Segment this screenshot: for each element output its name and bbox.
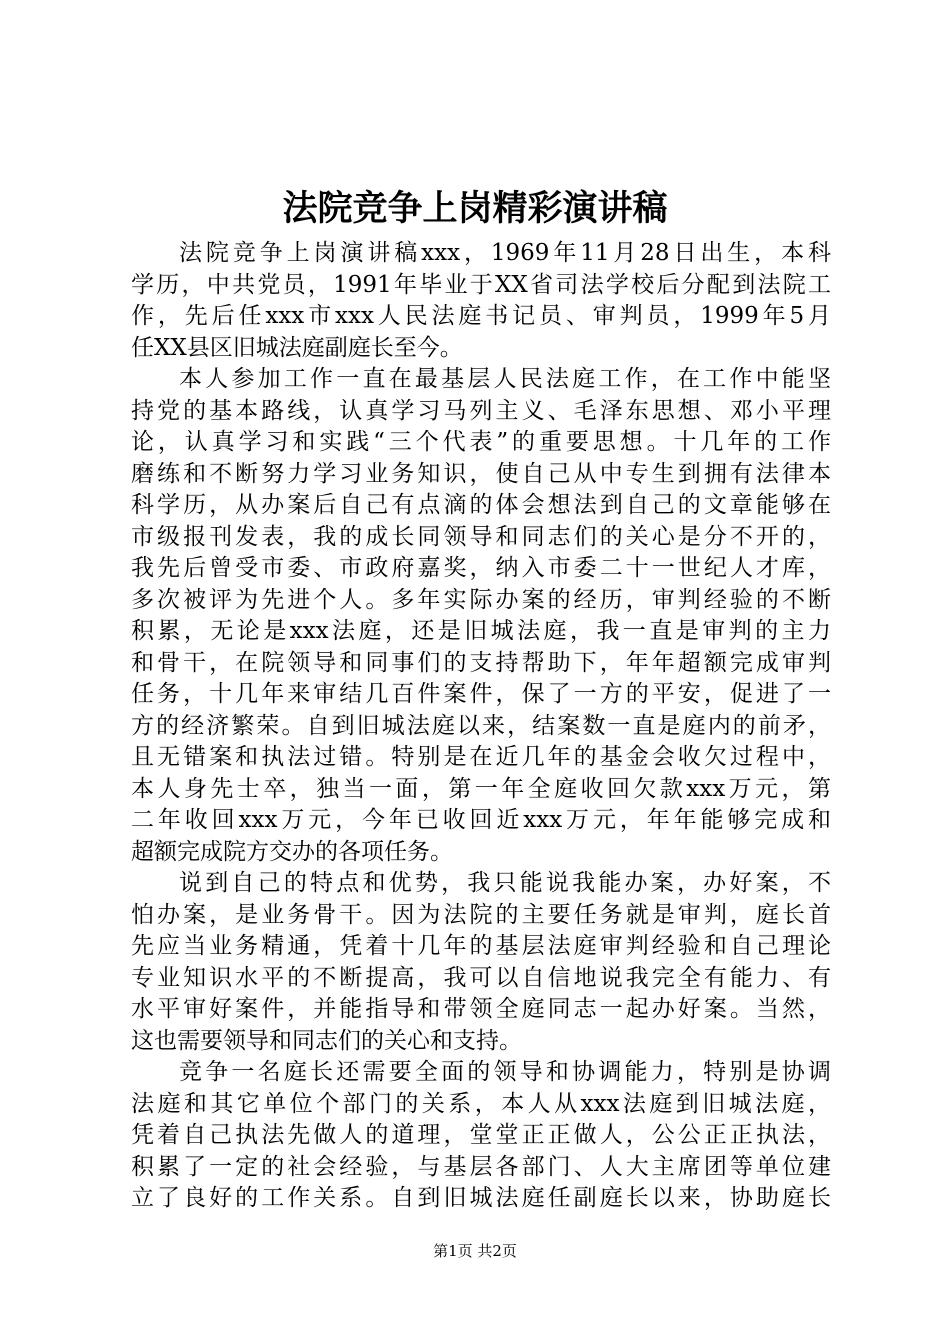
paragraph-line: 凭着自己执法先做人的道理，堂堂正正做人，公公正正执法，	[131, 1122, 831, 1148]
paragraph-line: 二年收回xxx万元，今年已收回近xxx万元，年年能够完成和	[131, 807, 831, 833]
paragraph-line: 多次被评为先进个人。多年实际办案的经历，审判经验的不断	[131, 586, 831, 613]
paragraph-line: 这也需要领导和同志们的关心和支持。	[131, 1027, 522, 1054]
paragraph-line: 说到自己的特点和优势，我只能说我能办案，办好案，不	[179, 870, 831, 896]
paragraph	[131, 1057, 831, 1215]
paragraph-line: 立了良好的工作关系。自到旧城法庭任副庭长以来，协助庭长	[131, 1185, 831, 1211]
paragraph-line: 市级报刊发表，我的成长同领导和同志们的关心是分不开的，	[131, 523, 831, 550]
paragraph	[131, 868, 831, 1057]
paragraph-line: 怕办案，是业务骨干。因为法院的主要任务就是审判，庭长首	[131, 901, 831, 928]
page-footer: 第1页 共2页	[433, 1242, 517, 1260]
paragraph-line: 竞争一名庭长还需要全面的领导和协调能力，特别是协调	[179, 1059, 831, 1085]
paragraph-line: 方的经济繁荣。自到旧城法庭以来，结案数一直是庭内的前矛，	[131, 712, 831, 739]
paragraph-line: 专业知识水平的不断提高，我可以自信地说我完全有能力、有	[131, 964, 831, 991]
paragraph-line: 论，认真学习和实践“三个代表”的重要思想。十几年的工作	[131, 429, 831, 455]
paragraph-line: 科学历，从办案后自己有点滴的体会想法到自己的文章能够在	[131, 492, 831, 518]
paragraph-line: 磨练和不断努力学习业务知识，使自己从中专生到拥有法律本	[131, 460, 831, 487]
paragraph-line: 且无错案和执法过错。特别是在近几年的基金会收欠过程中，	[131, 744, 831, 770]
paragraph-line: 作，先后任xxx市xxx人民法庭书记员、审判员，1999年5月	[131, 303, 831, 329]
paragraph-line: 持党的基本路线，认真学习马列主义、毛泽东思想、邓小平理	[131, 397, 831, 424]
paragraph-line: 本人参加工作一直在最基层人民法庭工作，在工作中能坚	[179, 366, 831, 392]
paragraph-line: 任XX县区旧城法庭副庭长至今。	[131, 334, 463, 361]
paragraph-line: 超额完成院方交办的各项任务。	[131, 838, 453, 865]
paragraph-line: 任务，十几年来审结几百件案件，保了一方的平安，促进了一	[131, 681, 831, 707]
document-title: 法院竞争上岗精彩演讲稿	[282, 188, 668, 229]
paragraph-line: 和骨干，在院领导和同事们的支持帮助下，年年超额完成审判	[131, 649, 831, 676]
paragraph-line: 积累了一定的社会经验，与基层各部门、人大主席团等单位建	[131, 1153, 831, 1180]
paragraph	[131, 238, 831, 364]
document-body	[131, 238, 831, 1215]
paragraph-line: 先应当业务精通，凭着十几年的基层法庭审判经验和自己理论	[131, 933, 831, 959]
paragraph-line: 法庭和其它单位个部门的关系，本人从xxx法庭到旧城法庭，	[131, 1090, 831, 1117]
paragraph-line: 水平审好案件，并能指导和带领全庭同志一起办好案。当然，	[131, 996, 831, 1022]
paragraph-line: 我先后曾受市委、市政府嘉奖，纳入市委二十一世纪人才库，	[131, 555, 831, 581]
paragraph-line: 积累，无论是xxx法庭，还是旧城法庭，我一直是审判的主力	[131, 618, 831, 644]
paragraph-line: 法院竞争上岗演讲稿xxx，1969年11月28日出生，本科	[179, 240, 831, 266]
paragraph-line: 本人身先士卒，独当一面，第一年全庭收回欠款xxx万元，第	[131, 775, 831, 802]
paragraph	[131, 364, 831, 868]
paragraph-line: 学历，中共党员，1991年毕业于XX省司法学校后分配到法院工	[131, 271, 831, 298]
